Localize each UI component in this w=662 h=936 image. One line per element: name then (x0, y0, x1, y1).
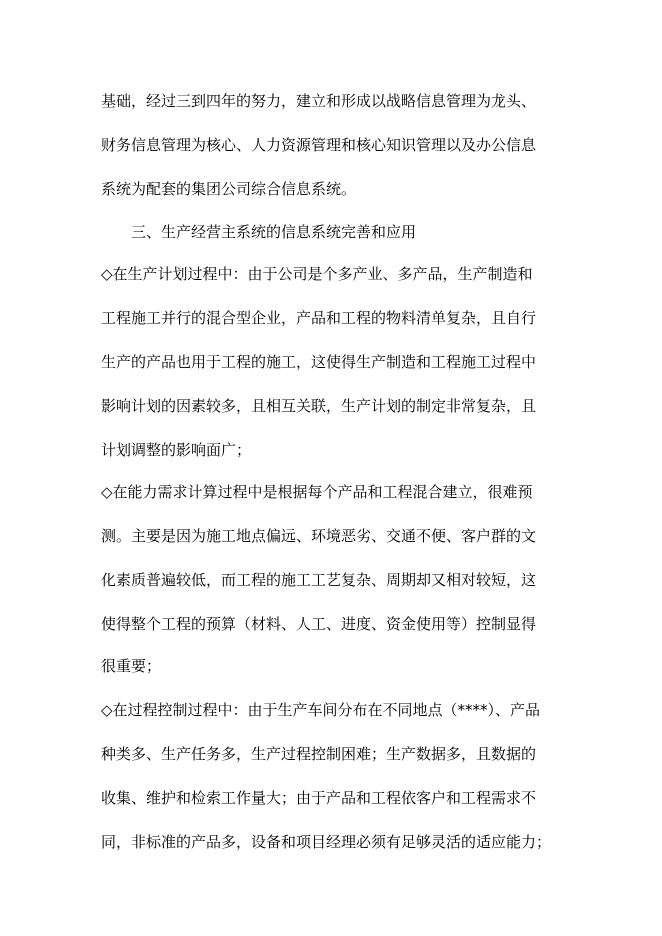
paragraph-line: 财务信息管理为核心、人力资源管理和核心知识管理以及办公信息 (101, 136, 537, 154)
paragraph-line: 生产的产品也用于工程的施工，这使得生产制造和工程施工过程中 (101, 353, 537, 371)
paragraph-line: 系统为配套的集团公司综合信息系统。 (101, 180, 357, 198)
paragraph-line: ◇在生产计划过程中：由于公司是个多产业、多产品，生产制造和 (101, 265, 533, 283)
paragraph-line: 计划调整的影响面广； (101, 441, 252, 459)
paragraph-line: 同，非标准的产品多，设备和项目经理必须有足够灵活的适应能力； (101, 833, 552, 851)
paragraph-line: 测。主要是因为施工地点偏远、环境恶劣、交通不便、客户群的文 (101, 527, 537, 545)
paragraph-line: 收集、维护和检索工作量大；由于产品和工程依客户和工程需求不 (101, 789, 537, 807)
paragraph-line: 很重要； (101, 657, 162, 675)
paragraph-line: 基础，经过三到四年的努力，建立和形成以战略信息管理为龙头、 (101, 92, 537, 110)
paragraph-line: ◇在过程控制过程中：由于生产车间分布在不同地点（****）、产品 (101, 701, 541, 719)
section-heading: 三、生产经营主系统的信息系统完善和应用 (131, 223, 417, 241)
paragraph-line: 种类多、生产任务多，生产过程控制困难；生产数据多，且数据的 (101, 745, 537, 763)
paragraph-line: 化素质普遍较低，而工程的施工工艺复杂、周期却又相对较短，这 (101, 571, 537, 589)
paragraph-line: 使得整个工程的预算（材料、人工、进度、资金使用等）控制显得 (101, 615, 537, 633)
paragraph-line: ◇在能力需求计算过程中是根据每个产品和工程混合建立，很难预 (101, 483, 533, 501)
paragraph-line: 工程施工并行的混合型企业，产品和工程的物料清单复杂，且自行 (101, 309, 537, 327)
paragraph-line: 影响计划的因素较多，且相互关联，生产计划的制定非常复杂，且 (101, 397, 537, 415)
